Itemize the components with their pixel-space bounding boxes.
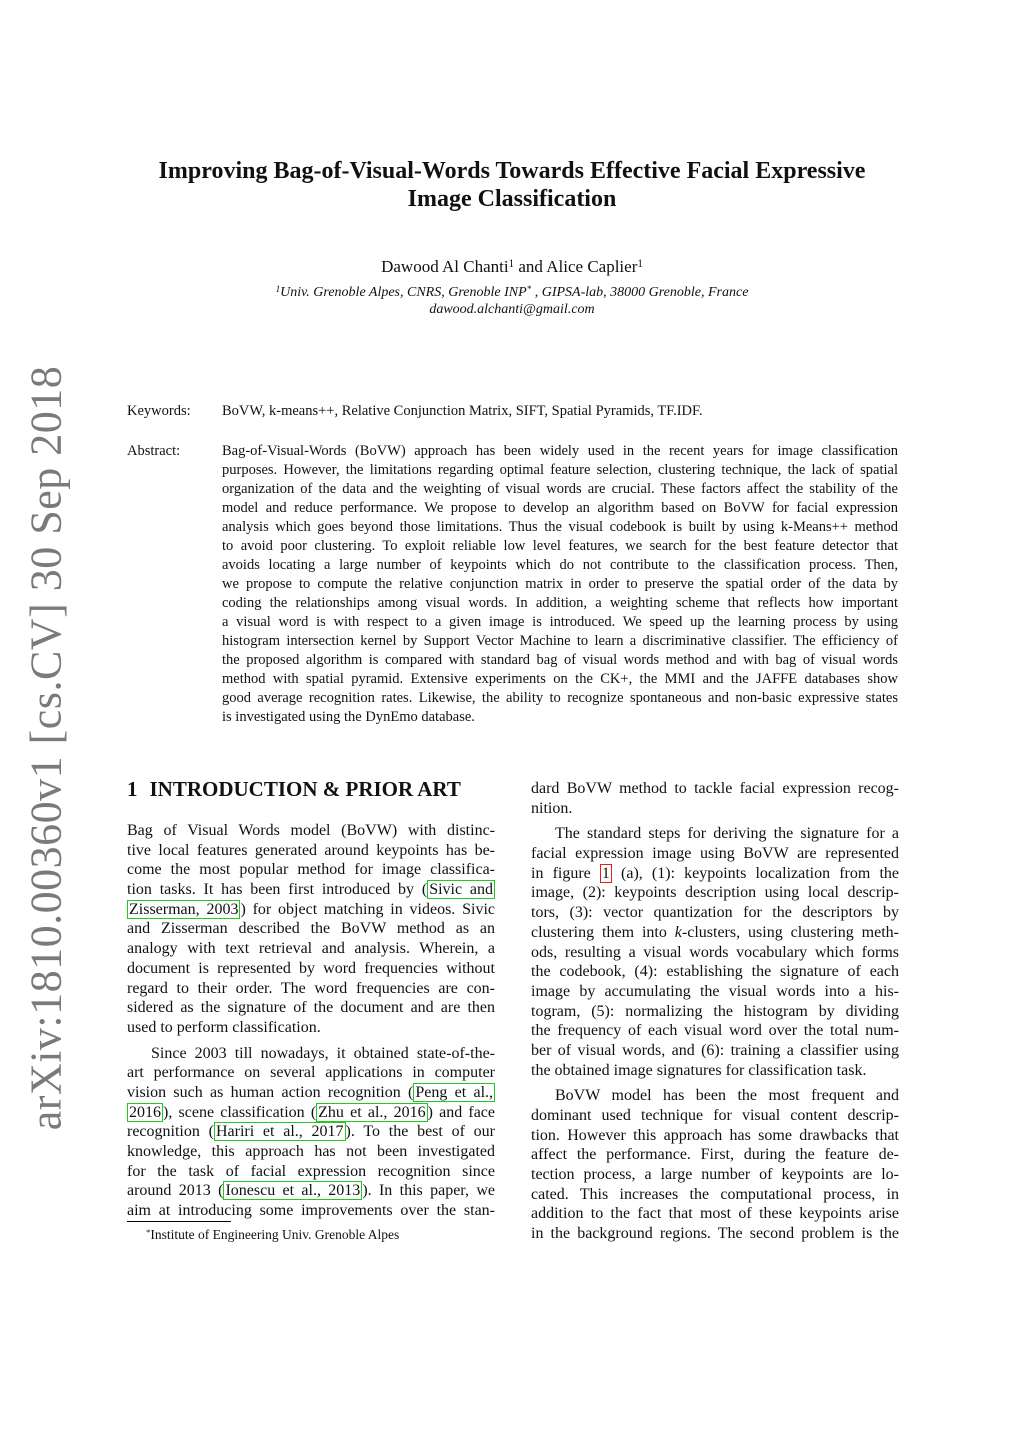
text-line: art performance on several applications in computer	[127, 1064, 495, 1082]
text-line	[531, 923, 899, 943]
text-fragment: tion tasks. It has been first introduced by (	[127, 881, 428, 899]
text-line: nition.	[531, 799, 573, 817]
text-line: the frequency of each visual word over the total num-	[531, 1022, 899, 1040]
abstract-line: coding the relationships among visual words. In addition, a weighting scheme that reflects how important	[222, 595, 898, 611]
text-fragment: (a), (1): keypoints localization from the	[611, 864, 899, 882]
author-email: dawood.alchanti@gmail.com	[429, 302, 595, 317]
text-line: ods, resulting a visual words vocabulary which forms	[531, 943, 899, 961]
text-line: BoVW model has been the most frequent and	[555, 1087, 899, 1105]
section-number: 1	[127, 777, 138, 801]
section-heading	[127, 776, 461, 802]
author-list	[0, 257, 1024, 277]
text-line: come the most popular method for image classifica-	[127, 861, 495, 879]
math-k: k	[674, 923, 682, 941]
text-line: Bag of Visual Words model (BoVW) with distinc-	[127, 822, 495, 839]
text-line: image, (2): keypoints description using local descrip-	[531, 884, 899, 902]
intro-paragraph-1	[127, 821, 495, 1038]
text-fragment: ). In this paper, we	[362, 1182, 495, 1200]
abstract-line: Bag-of-Visual-Words (BoVW) approach has been widely used in the recent years for image classification	[222, 443, 898, 459]
text-line: cated. This increases the computational process, in	[531, 1185, 899, 1203]
text-fragment: vision such as human action recognition (	[127, 1083, 414, 1101]
paper-title	[100, 157, 924, 213]
text-line: ber of visual words, and (6): training a classifier using	[531, 1041, 899, 1059]
arxiv-watermark: arXiv:1810.00360v1 [cs.CV] 30 Sep 2018	[21, 365, 71, 1131]
text-line	[127, 1083, 495, 1103]
abstract-line: a visual word is with respect to a given image is introduced. We speed up the learning process by using	[222, 614, 898, 630]
intro-paragraph-2	[127, 1044, 495, 1221]
footnote-rule	[127, 1221, 231, 1222]
author-1-affil-mark: 1	[508, 257, 515, 270]
title-line-2: Image Classification	[407, 186, 617, 212]
author-connector: and	[514, 257, 547, 276]
text-fragment: ). To the best of our	[345, 1123, 495, 1141]
text-line: addition to the fact that most of these keypoints arise	[531, 1205, 899, 1223]
text-line: Since 2003 till nowadays, it obtained state-of-the-	[151, 1044, 495, 1062]
text-line	[127, 880, 495, 900]
citation-link-peng-cont[interactable]: 2016	[129, 1103, 161, 1121]
text-line	[127, 900, 495, 920]
abstract-line: to avoid poor clustering. To exploit reliable low level features, we search for the best feature detector that	[222, 538, 898, 554]
intro-paragraph-continued	[531, 779, 899, 818]
affiliation-footnote-mark: *	[526, 284, 532, 295]
text-line: and Zisserman described the BoVW method as an	[127, 920, 495, 938]
text-line: aim at introducing some improvements over the stan-	[127, 1202, 495, 1220]
text-fragment: recognition (	[127, 1123, 214, 1141]
text-line: dard BoVW method to tackle facial expression recog-	[531, 780, 899, 797]
abstract-line: organization of the data and the weighting of visual words are crucial. These factors affect the stability of the	[222, 481, 898, 497]
text-line: The standard steps for deriving the signature for a	[555, 825, 899, 843]
footnote-text: Institute of Engineering Univ. Grenoble Alpes	[150, 1227, 400, 1242]
footnote-mark: *	[146, 1227, 151, 1238]
title-line-1: Improving Bag-of-Visual-Words Towards Effective Facial Expressive	[158, 158, 866, 184]
abstract-text	[222, 442, 898, 727]
text-fragment: around 2013 (	[127, 1182, 224, 1200]
right-column	[531, 779, 899, 1244]
keywords-label: Keywords:	[127, 403, 191, 419]
citation-link-peng[interactable]: Peng et al.,	[415, 1083, 494, 1101]
keywords-text: BoVW, k-means++, Relative Conjunction Matrix, SIFT, Spatial Pyramids, TF.IDF.	[222, 403, 703, 419]
abstract-line: histogram intersection kernel by Support Vector Machine to learn a discriminative classifier. The efficiency of	[222, 633, 898, 649]
intro-paragraph-4	[531, 1086, 899, 1244]
text-line	[531, 864, 899, 884]
abstract-label: Abstract:	[127, 443, 181, 459]
citation-link-sivic-zisserman-cont[interactable]: Zisserman, 2003	[129, 900, 239, 918]
text-line: knowledge, this approach has not been investigated	[127, 1143, 495, 1160]
text-line	[127, 1122, 495, 1142]
left-column	[127, 821, 495, 1221]
text-line: document is represented by word frequencies without	[127, 959, 495, 977]
text-line: regard to their order. The word frequencies are con-	[127, 979, 495, 997]
author-1: Dawood Al Chanti	[381, 257, 509, 276]
affiliation-mark: 1	[275, 284, 281, 295]
abstract-line: the proposed algorithm is compared with standard bag of visual words method and with bag of visual words	[222, 652, 898, 668]
text-line: tors, (3): vector quantization for the descriptors by	[531, 904, 899, 922]
text-fragment: in figure	[531, 864, 600, 882]
text-line: in the background regions. The second problem is the	[531, 1225, 899, 1243]
citation-link-hariri[interactable]: Hariri et al., 2017	[215, 1123, 344, 1141]
author-2-affil-mark: 1	[637, 257, 643, 270]
section-title: INTRODUCTION & PRIOR ART	[149, 777, 461, 801]
abstract-line: good average recognition rates. Likewise, the ability to recognize spontaneous and non-basic expressive states	[222, 690, 898, 706]
abstract-line: is investigated using the DynEmo database.	[222, 709, 475, 725]
text-line: the obtained image signatures for classification task.	[531, 1061, 867, 1079]
citation-link-zhu[interactable]: Zhu et al., 2016	[318, 1103, 426, 1121]
text-line: sidered as the signature of the document and are then	[127, 999, 495, 1017]
affiliation	[0, 284, 1024, 301]
text-line: analogy with text retrieval and analysis. Wherein, a	[127, 940, 495, 958]
abstract-line: we propose to compute the relative conjunction matrix in order to preserve the spatial order of the data by	[222, 576, 898, 592]
affiliation-text: Univ. Grenoble Alpes, CNRS, Grenoble INP	[280, 285, 527, 300]
text-line: the codebook, (4): establishing the signature of each	[531, 963, 899, 981]
abstract-line: purposes. However, the limitations regarding optimal feature selection, clustering technique, the lack of spatial	[222, 462, 898, 478]
text-line: tection process, a large number of keypoints are lo-	[531, 1166, 899, 1184]
intro-paragraph-3	[531, 824, 899, 1080]
text-line: tion. However this approach has some drawbacks that	[531, 1126, 899, 1144]
text-line	[127, 1103, 495, 1123]
affiliation-rest: , GIPSA-lab, 38000 Grenoble, France	[531, 285, 749, 300]
citation-link-sivic-zisserman[interactable]: Sivic and	[429, 881, 494, 899]
text-fragment: clustering them into	[531, 923, 675, 941]
footnote	[146, 1227, 399, 1243]
abstract-line: analysis which goes beyond those limitations. Thus the visual codebook is built by using k-Means++ method	[222, 519, 898, 535]
text-fragment: ) for object matching in videos. Sivic	[240, 900, 495, 918]
text-line: used to perform classification.	[127, 1018, 321, 1036]
text-line: tive local features generated around keypoints has be-	[127, 841, 495, 859]
text-line: image by accumulating the visual words into a his-	[531, 982, 899, 1000]
figure-reference-link[interactable]: 1	[601, 864, 610, 882]
author-2: Alice Caplier	[546, 257, 638, 276]
text-line: dominant used technique for visual content descrip-	[531, 1107, 899, 1124]
text-fragment: ) and face	[427, 1103, 495, 1121]
abstract-line: avoids locating a large number of keypoints which do not contribute to the classification process. Then,	[222, 557, 898, 573]
text-line: facial expression image using BoVW are represented	[531, 845, 899, 863]
text-fragment: ), scene classification (	[163, 1103, 317, 1121]
text-line: for the task of facial expression recognition since	[127, 1162, 495, 1180]
abstract-line: method with spatial pyramid. Extensive experiments on the CK+, the MMI and the JAFFE databases show	[222, 671, 898, 687]
text-line	[127, 1181, 495, 1201]
abstract-line: model and reduce performance. We propose to develop an algorithm based on BoVW for facial expression	[222, 500, 898, 516]
citation-link-ionescu[interactable]: Ionescu et al., 2013	[225, 1182, 361, 1200]
text-line: affect the performance. First, during the feature de-	[531, 1146, 899, 1164]
text-fragment: -clusters, using clustering meth-	[681, 923, 899, 941]
text-line: togram, (5): normalizing the histogram by dividing	[531, 1002, 899, 1020]
